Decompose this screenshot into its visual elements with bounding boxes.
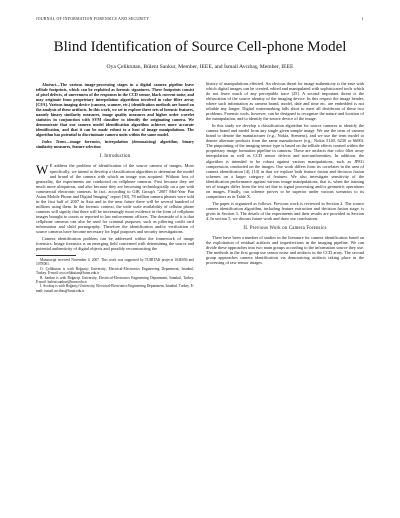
index-terms <box>36 139 194 149</box>
abstract-lead: Abstract <box>42 82 57 87</box>
index-terms-lead: Index Terms <box>42 139 67 145</box>
intro-paragraph-text: E address the problem of identification of the source camera of images. More specifically, we intend to develop a classification algorithm to determine the model and brand of the camera with which an image was acquired. Without loss of generality, the experiments are conducted on cellphone cameras. First because they are much more ubiquitous, and also because they are becoming technologically on a par with commercial electronic cameras. In fact, according to GfK Group's "2007 Mid-Year Pan Asian Mobile Phone and Digital Imaging" report [30], 78 million camera phones were sold in the first half of 2007 in Asia and in the near future there will be several hundred of millions using them. In the forensic context, the wide scale availability of cellular phone cameras will signify that there will be increasingly more evidence in the form of cellphone images brought to courts or reported to law enforcement officers. The downside of it is that cellphone cameras can also be used for criminal purposes, such as pilfering credit card information and child pornography. Therefore the identification and/or verification of source cameras have become necessary for legal purposes and security investigations. <box>36 163 194 235</box>
left-column <box>36 82 194 293</box>
footnote-divider <box>36 255 76 256</box>
intro-paragraph <box>36 163 194 234</box>
footnote: B. Sankur is with Boğaziçi University, Electrical-Electronics Engineering Department, Istanbul, Turkey. E-mail: bulent.sankur@boun.edu.tr <box>36 275 194 285</box>
footnotes <box>36 258 194 293</box>
footnote: Manuscript received November 4, 2007. This work was supported by TUBITAK projects 104E056 and 107E001. <box>36 258 194 267</box>
body-paragraph: There have been a number of studies in the literature for camera identification based on the exploitation of residual artifacts and imperfections in the imaging pipeline. We can divide these approaches into two main groups according to the information source they use. The methods in the first group use sensor noise and artifacts in the CCD array. The second group approaches camera identification via demosaicing artifacts taking place in the processing of raw sensor images. <box>206 234 364 266</box>
section-heading-introduction: I. Introduction <box>99 154 131 160</box>
body-paragraph: In this study we develop a classification algorithm for source cameras to identify the camera brand and model from any single given sample image. We use the term of camera brand to denote the manufacturer (e.g., Nokia, Siemens), and we use the term model to denote alternate products from the same manufacturer (e.g., Nokia 5140, 6230 or 6600). The pinpointing of the imaging sensor type is based on the telltale effects created within the proprietary image formation pipeline in cameras. These are artifacts due color filter array interpolation as well as CCD sensor defects and non-uniformities. In addition, the algorithm is intended to be robust against various manipulations, such as JPEG compression, conducted on the images. Our work differs from its correlates in the area of camera identification [4], [14] in that we explore both feature fusion and decision fusion schemes on a larger category of features. We also investigate sensitivity of the identification performance against various image manipulations, that is, when the training set of images differ from the test set due to signal processing and/or geometric operations on images. Finally, our scheme proves to be superior under various scenarios to its competitors as in Table X. <box>206 123 364 199</box>
body-paragraph: The paper is organized as follows. Previous work is reviewed in Section 2. The source camera identification algorithm, including feature extraction and decision fusion stage, is given in Section 3. The details of the experiments and their results are provided in Section 4. In section 5, we discuss future work and draw our conclusions. <box>206 200 364 221</box>
running-head <box>36 17 364 25</box>
abstract <box>36 82 194 138</box>
paper-title: Blind Identification of Source Cell-phone Model <box>53 39 347 55</box>
footnote: O. Çeliktutan is with Boğaziçi University, Electrical-Electronics Engineering Department, Istanbul, Turkey. E-mail: oya.celiktutan@boun.edu.tr <box>36 266 194 276</box>
footnote: İ. Avcıbaş is with Boğaziçi University, Electrical-Electronics Engineering Department, Istanbul, Turkey. E-mail: ismail.avcibas@boun.edu.tr <box>36 284 194 293</box>
right-column <box>206 81 364 267</box>
abstract-text: —The various image-processing stages in a digital camera pipeline leave telltale footprints, which can be exploited as forensic signatures. These footprints consist of pixel defects, of unevenness of the responses in the CCD sensor, black current noise, and may originate from proprietary interpolation algorithms involved in color filter array [CFA]. Various imaging device (camera, scanner, etc.) identification methods are based on the analysis of these artifacts. In this work, we set to explore three sets of forensic features, namely binary similarity measures, image quality measures and higher order wavelet statistics in conjunction with SVM classifier to identify the originating camera. We demonstrate that our camera model identification algorithm achieves more accurate identification, and that it can be made robust to a host of image manipulations. The algorithm has potential to discriminate camera units within the same model. <box>36 82 194 138</box>
drop-cap: W <box>36 161 49 177</box>
page-number: 1 <box>361 17 364 21</box>
index-terms-text: —image forensics, interpolation (demosaicing) algorithm, binary similarity measures, feature selection <box>36 139 194 150</box>
author-line: Oya Çeliktutan, Bülent Sankur, Member, IEEE, and İsmail Avcıbaş, Member, IEEE <box>106 64 294 70</box>
journal-name: JOURNAL OF INFORMATION FORENSICS AND SECURITY <box>36 17 150 21</box>
body-paragraph: history of manipulations effected. An obvious threat for image authenticity is the ease with which digital images can be created, edited and manipulated with sophisticated tools which do not leave much of any perceptible trace [25]. A second important threat is the obfuscation of the source identity of the imaging device. In this respect the image header, where such information as camera brand, model, date and time etc. are embedded is not reliable any longer. Digital watermarking falls short to meet all desiderata of these two problems. Forensic tools, however, can be designed to recognize the nature and location of the manipulation, and to identify the source device of the image. <box>206 81 364 122</box>
section-heading-previous-work: II. Previous Work on Camera Forensics <box>243 225 327 231</box>
intro-paragraph-2: Camera identification problem can be addressed within the framework of image forensics. Image forensics is an emerging field concerned with determining the source and potential authenticity of digital objects and possibly reconstructing the <box>36 235 194 251</box>
